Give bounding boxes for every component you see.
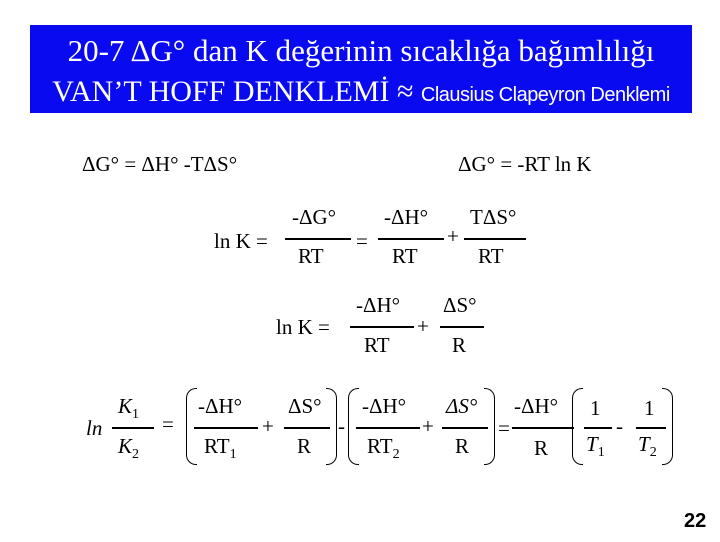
eq3-lhs: ln K = <box>276 315 330 339</box>
eq2-num2: -ΔH° <box>384 205 429 229</box>
eq4-equals-1: = <box>162 412 174 436</box>
eq3-fraction-bar-1 <box>350 326 414 328</box>
eq4-d-den: R <box>455 434 470 458</box>
eq4-plus-2: + <box>422 414 434 438</box>
eq4-b-num: ΔS° <box>288 394 322 418</box>
eq4-paren-close-3 <box>662 388 673 465</box>
eq2-fraction-bar-1 <box>285 238 351 240</box>
subtitle-main: VAN’T HOFF DENKLEMİ ≈ <box>52 75 414 108</box>
eq4-minus-2: - <box>616 414 623 438</box>
eq4-a-den: $RT_1$ <box>204 434 237 463</box>
eq4-a-num: -ΔH° <box>198 394 243 418</box>
eq3-plus: + <box>417 314 429 338</box>
eq3-num2: ΔS° <box>443 293 477 317</box>
eq2-num3: TΔS° <box>470 205 517 229</box>
eq4-c-den: $RT_2$ <box>367 434 400 463</box>
eq3-den1: RT <box>364 333 390 357</box>
eq4-fraction-bar-d <box>442 427 488 429</box>
eq4-e-den: R <box>534 436 549 460</box>
eq3-den2: R <box>452 333 467 357</box>
gibbs-equation: ΔG° = ΔH° -TΔS° <box>82 152 238 176</box>
eq2-den2: RT <box>392 244 418 268</box>
eq4-minus: - <box>338 414 345 438</box>
eq4-paren-open-3 <box>572 388 583 465</box>
eq2-den3: RT <box>478 244 504 268</box>
gibbs-lnk-equation: ΔG° = -RT ln K <box>458 152 592 176</box>
eq4-f-den: $T_1$ <box>586 432 605 461</box>
slide-subtitle <box>30 75 692 109</box>
eq4-k2: $K_2$ <box>118 434 140 463</box>
eq4-fraction-bar-a <box>194 427 258 429</box>
eq4-fraction-bar-k <box>112 427 154 429</box>
eq4-fraction-bar-f <box>584 427 612 429</box>
eq2-lhs: ln K = <box>214 229 268 253</box>
eq4-fraction-bar-e <box>512 427 574 429</box>
eq2-fraction-bar-3 <box>464 238 526 240</box>
eq4-b-den: R <box>297 434 312 458</box>
eq4-fraction-bar-b <box>284 427 330 429</box>
slide-title: 20-7 ΔG° dan K değerinin sıcaklığa bağımlılığı <box>67 33 655 68</box>
title-banner <box>30 25 692 113</box>
eq4-c-num: -ΔH° <box>362 394 407 418</box>
eq4-paren-close-2 <box>484 388 495 465</box>
eq4-g-num: 1 <box>644 396 655 420</box>
eq4-equals-2: = <box>498 416 510 440</box>
eq4-d-num: ΔS° <box>446 394 478 418</box>
eq4-ln: ln <box>86 416 103 440</box>
eq4-fraction-bar-c <box>356 427 420 429</box>
eq2-plus: + <box>447 224 459 248</box>
eq2-fraction-bar-2 <box>378 238 444 240</box>
eq3-num1: -ΔH° <box>356 293 401 317</box>
subtitle-small: Clausius Clapeyron Denklemi <box>420 84 670 106</box>
eq2-den1: RT <box>298 244 324 268</box>
eq4-k1: $K_1$ <box>118 394 140 423</box>
eq4-f-num: 1 <box>590 396 601 420</box>
eq4-g-den: $T_2$ <box>638 432 657 461</box>
eq3-fraction-bar-2 <box>440 326 484 328</box>
eq4-paren-close-1 <box>326 388 337 465</box>
eq4-plus-1: + <box>262 414 274 438</box>
page-number: 22 <box>684 510 707 532</box>
eq2-num1: -ΔG° <box>292 205 337 229</box>
eq2-equals: = <box>356 229 368 253</box>
eq4-e-num: -ΔH° <box>514 394 559 418</box>
